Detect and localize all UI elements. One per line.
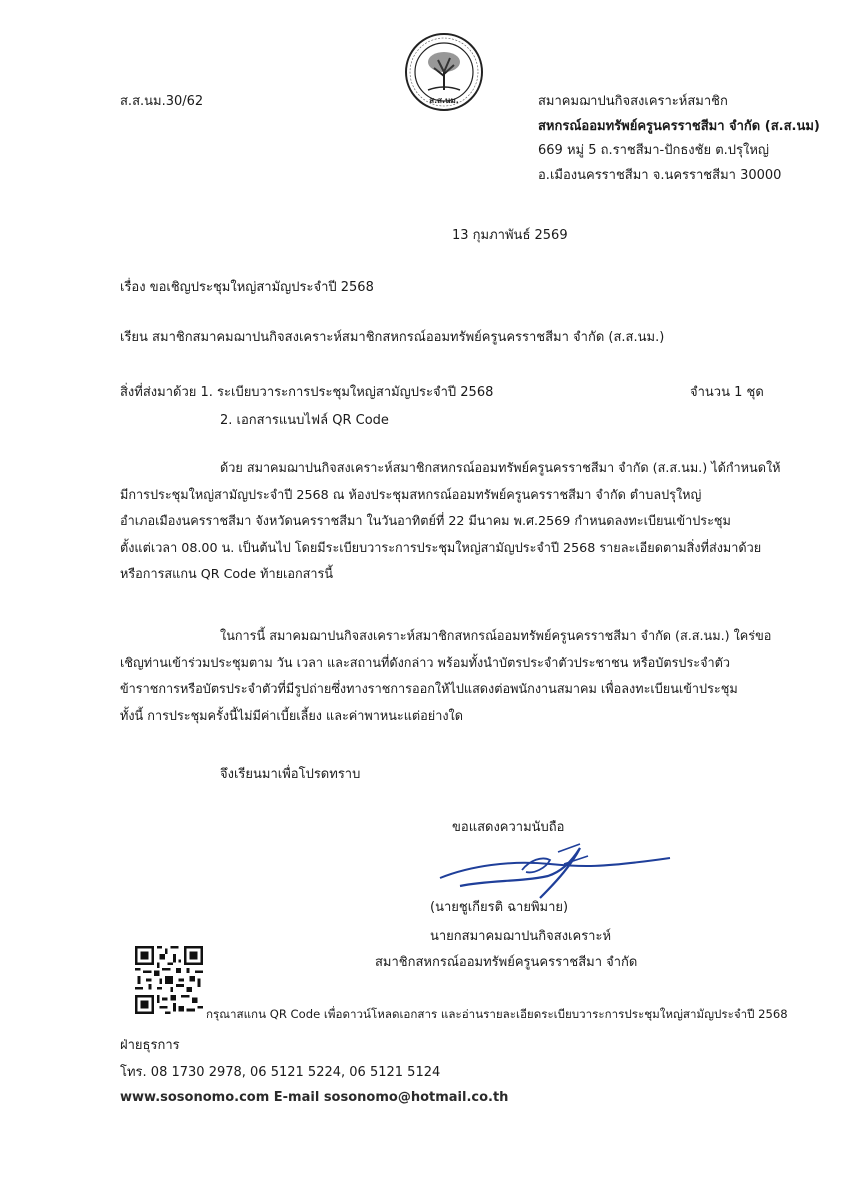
- signer-title: นายกสมาคมฌาปนกิจสงเคราะห์: [430, 929, 612, 944]
- enclosure-item-2: 2. เอกสารแนบไฟล์ QR Code: [220, 413, 389, 428]
- signer-name: (นายชูเกียรติ ฉายพิมาย): [430, 900, 569, 915]
- reference-number: ส.ส.นม.30/62: [120, 94, 204, 109]
- org-name-line: สมาคมฌาปนกิจสงเคราะห์สมาชิก: [538, 94, 728, 109]
- paragraph-line: มีการประชุมใหญ่สามัญประจำปี 2568 ณ ห้องประชุมสหกรณ์ออมทรัพย์ครูนครราชสีมา จำกัด ตำบลปรุใหญ่: [120, 486, 702, 502]
- enclosure-item-1: สิ่งที่ส่งมาด้วย 1. ระเบียบวาระการประชุมใหญ่สามัญประจำปี 2568: [120, 385, 494, 400]
- paragraph-line: ข้าราชการหรือบัตรประจำตัวที่มีรูปถ่ายซึ่งทางราชการออกให้ไปแสดงต่อพนักงานสมาคม เพื่อลงทะเบียนเข้าประชุม: [120, 681, 738, 696]
- paragraph-line: ด้วย สมาคมฌาปนกิจสงเคราะห์สมาชิกสหกรณ์ออมทรัพย์ครูนครราชสีมา จำกัด (ส.ส.นม.) ได้กำหนดให้: [220, 460, 781, 475]
- closing-line: จึงเรียนมาเพื่อโปรดทราบ: [220, 767, 361, 782]
- letter-recipient: เรียน สมาชิกสมาคมฌาปนกิจสงเคราะห์สมาชิกสหกรณ์ออมทรัพย์ครูนครราชสีมา จำกัด (ส.ส.นม.): [120, 330, 665, 345]
- paragraph-line: ในการนี้ สมาคมฌาปนกิจสงเคราะห์สมาชิกสหกรณ์ออมทรัพย์ครูนครราชสีมา จำกัด (ส.ส.นม.) ใคร่ขอ: [220, 628, 772, 643]
- website-email: www.sosonomo.com E-mail sosonomo@hotmail.co.th: [120, 1090, 509, 1105]
- letter-subject: เรื่อง ขอเชิญประชุมใหญ่สามัญประจำปี 2568: [120, 280, 374, 295]
- org-cooperative-line: สหกรณ์ออมทรัพย์ครูนครราชสีมา จำกัด (ส.ส.นม): [538, 118, 820, 134]
- association-seal-logo: [404, 32, 484, 112]
- signer-organization: สมาชิกสหกรณ์ออมทรัพย์ครูนครราชสีมา จำกัด: [375, 955, 638, 970]
- paragraph-line: เชิญท่านเข้าร่วมประชุมตาม วัน เวลา และสถานที่ดังกล่าว พร้อมทั้งนำบัตรประจำตัวประชาชน หรือบัตรประจำตัว: [120, 654, 730, 670]
- department-label: ฝ่ายธุรการ: [120, 1038, 180, 1053]
- handwritten-signature: [430, 838, 690, 900]
- paragraph-line: หรือการสแกน QR Code ท้ายเอกสารนี้: [120, 566, 333, 581]
- seal-text: ส.ส.นม.: [429, 96, 459, 105]
- phone-numbers: โทร. 08 1730 2978, 06 5121 5224, 06 5121 5124: [120, 1065, 441, 1080]
- org-district-line: อ.เมืองนครราชสีมา จ.นครราชสีมา 30000: [538, 167, 782, 183]
- qr-instruction-note: กรุณาสแกน QR Code เพื่อดาวน์โหลดเอกสาร และอ่านรายละเอียดระเบียบวาระการประชุมใหญ่สามัญประจำปี 2568: [206, 1007, 788, 1021]
- body-paragraph-1: [120, 455, 785, 588]
- body-paragraph-2: [120, 623, 785, 729]
- sender-organization-block: [538, 90, 820, 188]
- org-address-line: 669 หมู่ 5 ถ.ราชสีมา-ปักธงชัย ต.ปรุใหญ่: [538, 143, 770, 158]
- regards-line: ขอแสดงความนับถือ: [452, 820, 565, 835]
- paragraph-line: อำเภอเมืองนครราชสีมา จังหวัดนครราชสีมา ในวันอาทิตย์ที่ 22 มีนาคม พ.ศ.2569 กำหนดลงทะเบียนเข้าประชุม: [120, 513, 731, 528]
- letter-date: 13 กุมภาพันธ์ 2569: [452, 228, 568, 243]
- paragraph-line: ตั้งแต่เวลา 08.00 น. เป็นต้นไป โดยมีระเบียบวาระการประชุมใหญ่สามัญประจำปี 2568 รายละเอียดตามสิ่งที่ส่งมาด้วย: [120, 539, 762, 555]
- paragraph-line: ทั้งนี้ การประชุมครั้งนี้ไม่มีค่าเบี้ยเลี้ยง และค่าพาหนะแต่อย่างใด: [120, 707, 463, 723]
- qr-code-icon[interactable]: [135, 946, 203, 1014]
- enclosure-quantity: จำนวน 1 ชุด: [690, 385, 764, 400]
